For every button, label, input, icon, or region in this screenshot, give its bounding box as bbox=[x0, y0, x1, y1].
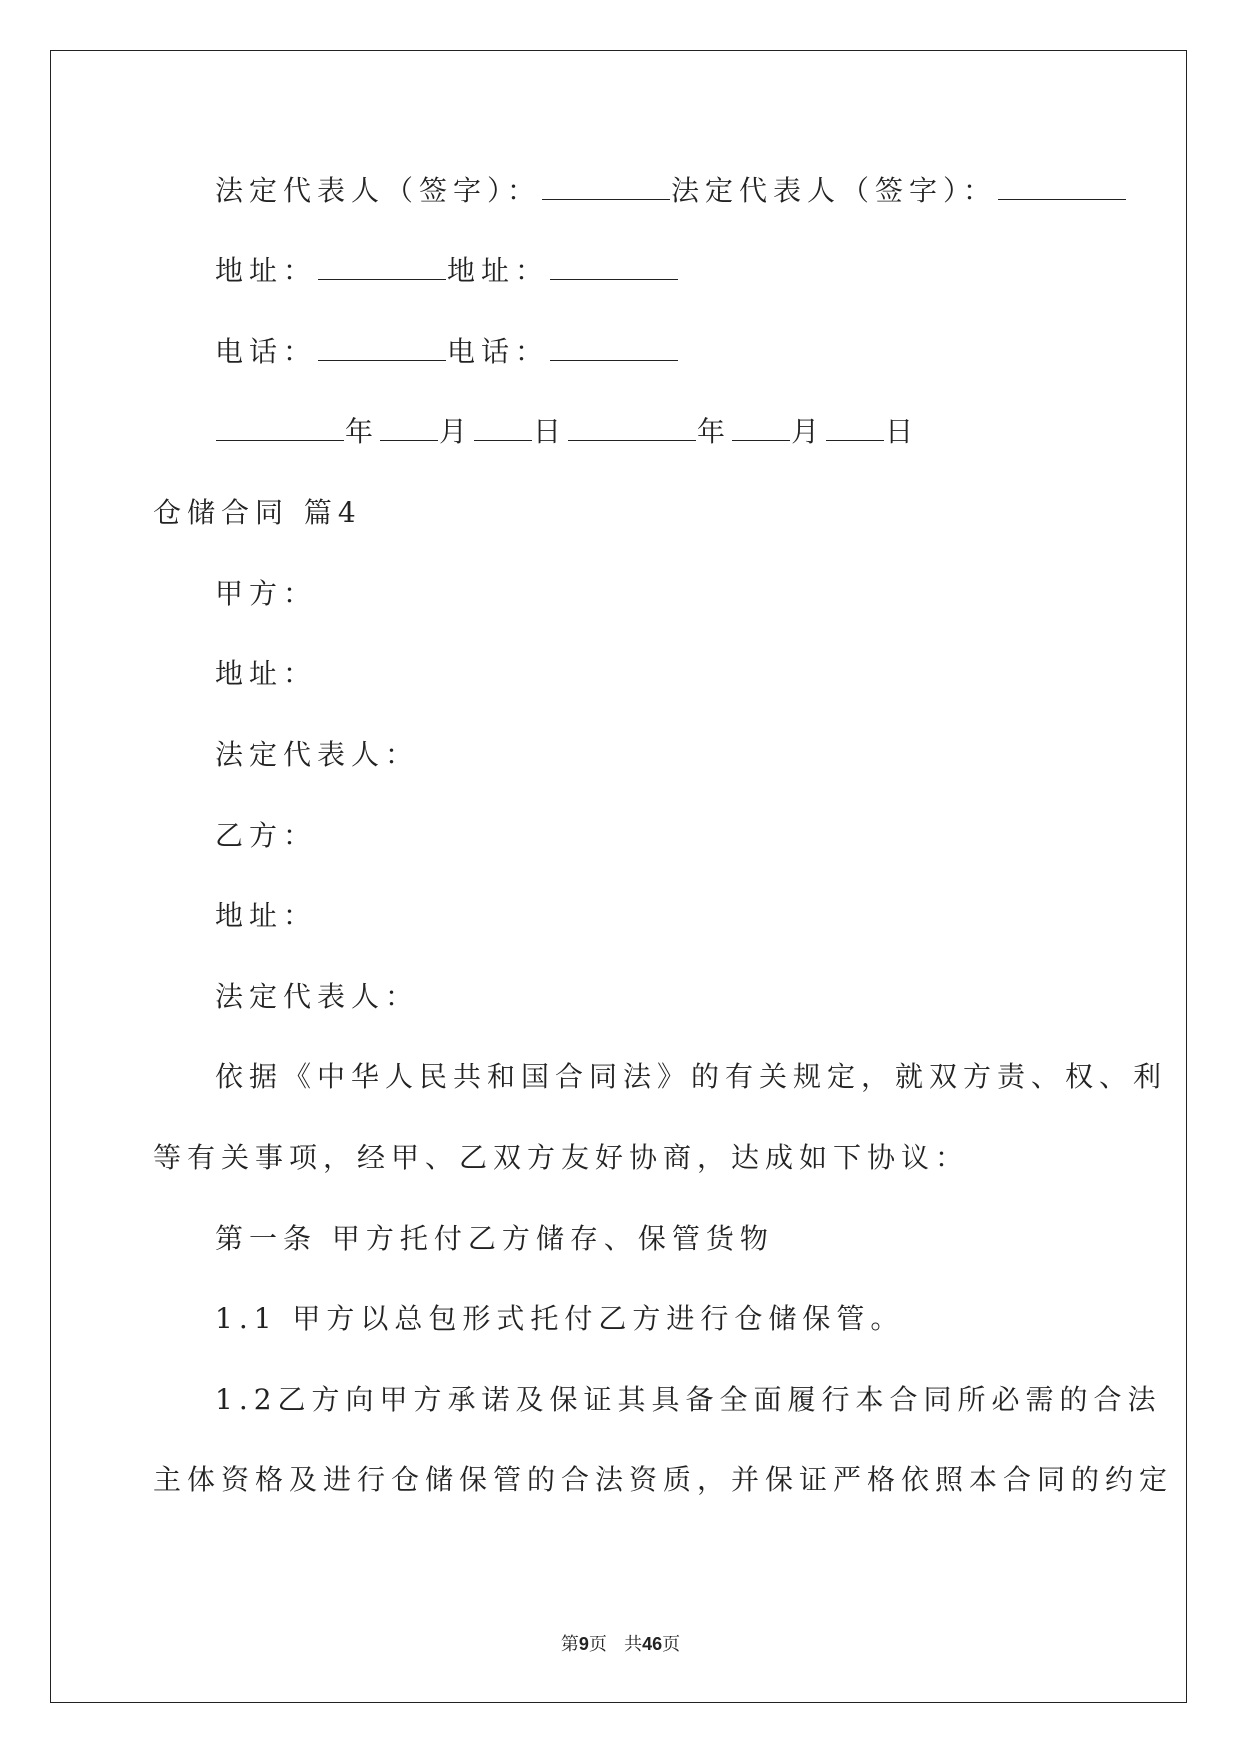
rep-blank-a bbox=[542, 177, 670, 200]
address-label-a: 地址： bbox=[215, 254, 318, 287]
day-label-a: 日 bbox=[533, 415, 568, 448]
clause-1-1: 1.1 甲方以总包形式托付乙方进行仓储保管。 bbox=[215, 1302, 905, 1335]
page-footer bbox=[0, 1630, 1241, 1656]
rep-label-b: 法定代表人（签字）： bbox=[671, 174, 998, 207]
page-number: 9 bbox=[578, 1634, 589, 1654]
month-blank-a bbox=[380, 418, 438, 441]
signature-date-line bbox=[215, 415, 920, 448]
footer-prefix: 第 bbox=[560, 1634, 579, 1655]
intro-paragraph-line-2: 等有关事项，经甲、乙双方友好协商，达成如下协议： bbox=[153, 1141, 970, 1174]
rep-label-a: 法定代表人（签字）： bbox=[215, 174, 542, 207]
total-pages: 46 bbox=[642, 1634, 663, 1654]
party-b-label: 乙方： bbox=[215, 819, 318, 852]
day-blank-a bbox=[474, 418, 532, 441]
party-b-rep: 法定代表人： bbox=[215, 980, 420, 1013]
party-a-address: 地址： bbox=[215, 657, 318, 690]
party-a-label: 甲方： bbox=[215, 577, 318, 610]
day-label-b: 日 bbox=[885, 415, 920, 448]
footer-total-suffix: 页 bbox=[662, 1634, 681, 1655]
clause-1-2-line-2: 主体资格及进行仓储保管的合法资质，并保证严格依照本合同的约定 bbox=[153, 1463, 1174, 1496]
article-1-heading: 第一条 甲方托付乙方储存、保管货物 bbox=[215, 1222, 774, 1255]
rep-blank-b bbox=[998, 177, 1126, 200]
signature-rep-line bbox=[215, 174, 1127, 207]
day-blank-b bbox=[826, 418, 884, 441]
month-blank-b bbox=[732, 418, 790, 441]
year-blank-b bbox=[568, 418, 696, 441]
year-label-b: 年 bbox=[697, 415, 732, 448]
section-title: 仓储合同 篇4 bbox=[153, 496, 362, 529]
address-label-b: 地址： bbox=[447, 254, 550, 287]
phone-label-a: 电话： bbox=[215, 335, 318, 368]
month-label-a: 月 bbox=[439, 415, 474, 448]
party-a-rep: 法定代表人： bbox=[215, 738, 420, 771]
phone-blank-b bbox=[550, 338, 678, 361]
signature-address-line bbox=[215, 254, 679, 287]
address-blank-a bbox=[318, 257, 446, 280]
phone-blank-a bbox=[318, 338, 446, 361]
address-blank-b bbox=[550, 257, 678, 280]
page-border bbox=[50, 50, 1187, 1703]
signature-phone-line bbox=[215, 335, 679, 368]
year-label-a: 年 bbox=[345, 415, 380, 448]
year-blank-a bbox=[216, 418, 344, 441]
footer-page-suffix: 页 bbox=[588, 1634, 607, 1655]
clause-1-2-line-1: 1.2乙方向甲方承诺及保证其具备全面履行本合同所必需的合法 bbox=[215, 1383, 1162, 1416]
month-label-b: 月 bbox=[791, 415, 826, 448]
footer-total-prefix: 共 bbox=[624, 1634, 643, 1655]
intro-paragraph-line-1: 依据《中华人民共和国合同法》的有关规定，就双方责、权、利 bbox=[215, 1060, 1168, 1093]
party-b-address: 地址： bbox=[215, 899, 318, 932]
phone-label-b: 电话： bbox=[447, 335, 550, 368]
